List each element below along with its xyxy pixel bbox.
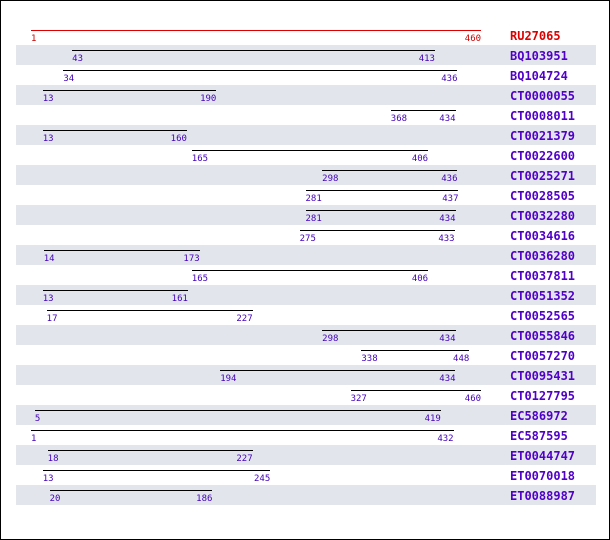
end-position-label: 437 [442, 194, 459, 204]
start-position-label: 165 [191, 154, 209, 164]
sequence-link[interactable]: EC586972 [510, 409, 568, 423]
start-position-label: 281 [305, 194, 322, 204]
alignment-row [16, 145, 596, 165]
alignment-span-line [43, 470, 270, 471]
end-position-label: 190 [200, 94, 217, 104]
alignment-row [16, 25, 596, 45]
alignment-row [16, 485, 596, 505]
alignment-span-line [48, 450, 253, 451]
alignment-span-line [306, 210, 456, 211]
alignment-span-line [322, 170, 457, 171]
alignment-span-line [220, 370, 455, 371]
alignment-row [16, 345, 596, 365]
alignment-row [16, 385, 596, 405]
end-position-label: 448 [453, 354, 470, 364]
alignment-row [16, 105, 596, 125]
alignment-span-line [306, 190, 459, 191]
end-position-label: 434 [439, 334, 456, 344]
end-position-label: 161 [171, 294, 188, 304]
start-position-label: 20 [49, 494, 61, 504]
alignment-span-line [192, 270, 428, 271]
end-position-label: 434 [439, 114, 456, 124]
alignment-span-line [192, 150, 428, 151]
start-position-label: 1 [31, 434, 37, 444]
alignment-row [16, 65, 596, 85]
sequence-link[interactable]: CT0028505 [510, 189, 576, 203]
alignment-span-line [31, 430, 454, 431]
alignment-row [16, 425, 596, 445]
sequence-link[interactable]: CT0037811 [510, 269, 576, 283]
alignment-span-line [322, 330, 455, 331]
sequence-link[interactable]: ET0044747 [510, 449, 576, 463]
alignment-row [16, 185, 596, 205]
sequence-link[interactable]: CT0000055 [510, 89, 576, 103]
sequence-link[interactable]: CT0052565 [510, 309, 576, 323]
alignment-span-line [47, 310, 253, 311]
sequence-link[interactable]: CT0025271 [510, 169, 576, 183]
sequence-link[interactable]: CT0034616 [510, 229, 576, 243]
start-position-label: 43 [72, 54, 84, 64]
end-position-label: 460 [464, 394, 482, 404]
reference-span-line [31, 30, 481, 31]
alignment-row [16, 205, 596, 225]
start-position-label: 165 [191, 274, 209, 284]
end-position-label: 419 [424, 414, 441, 424]
end-position-label: 227 [236, 454, 253, 464]
end-position-label: 160 [170, 134, 187, 144]
alignment-span-line [44, 250, 200, 251]
end-position-label: 432 [437, 434, 454, 444]
sequence-link[interactable]: CT0036280 [510, 249, 576, 263]
alignment-span-line [361, 350, 469, 351]
alignment-span-line [72, 50, 435, 51]
sequence-link[interactable]: CT0055846 [510, 329, 576, 343]
sequence-link[interactable]: CT0095431 [510, 369, 576, 383]
sequence-link[interactable]: ET0088987 [510, 489, 576, 503]
start-position-label: 13 [42, 474, 54, 484]
end-position-label: 436 [441, 74, 458, 84]
alignment-row [16, 165, 596, 185]
alignment-span-line [43, 130, 187, 131]
alignment-row [16, 265, 596, 285]
sequence-link[interactable]: CT0022600 [510, 149, 576, 163]
start-position-label: 298 [322, 174, 339, 184]
sequence-link[interactable]: BQ104724 [510, 69, 568, 83]
sequence-link[interactable]: EC587595 [510, 429, 568, 443]
end-position-label: 186 [196, 494, 213, 504]
reference-sequence-link[interactable]: RU27065 [510, 29, 561, 43]
sequence-link[interactable]: CT0051352 [510, 289, 576, 303]
end-position-label: 436 [441, 174, 458, 184]
start-position-label: 194 [220, 374, 237, 384]
start-position-label: 368 [390, 114, 408, 124]
alignment-row [16, 245, 596, 265]
start-position-label: 5 [34, 414, 41, 424]
sequence-link[interactable]: ET0070018 [510, 469, 576, 483]
alignment-span-line [300, 230, 455, 231]
alignment-span-line [43, 90, 217, 91]
alignment-row [16, 285, 596, 305]
alignment-row [16, 365, 596, 385]
sequence-link[interactable]: CT0008011 [510, 109, 576, 123]
sequence-link[interactable]: BQ103951 [510, 49, 568, 63]
end-position-label: 413 [418, 54, 435, 64]
start-position-label: 14 [43, 254, 55, 264]
start-position-label: 281 [305, 214, 322, 224]
alignment-row [16, 445, 596, 465]
end-position-label: 460 [464, 34, 482, 44]
end-position-label: 173 [183, 254, 200, 264]
sequence-link[interactable]: CT0127795 [510, 389, 576, 403]
end-position-label: 245 [254, 474, 271, 484]
start-position-label: 1 [31, 34, 37, 44]
alignment-row [16, 125, 596, 145]
start-position-label: 13 [42, 294, 54, 304]
alignment-row [16, 325, 596, 345]
start-position-label: 13 [42, 134, 54, 144]
end-position-label: 406 [411, 274, 429, 284]
alignment-row [16, 85, 596, 105]
start-position-label: 298 [322, 334, 339, 344]
start-position-label: 338 [361, 354, 378, 364]
start-position-label: 17 [46, 314, 58, 324]
alignment-span-line [43, 290, 188, 291]
start-position-label: 13 [42, 94, 54, 104]
end-position-label: 434 [439, 214, 456, 224]
alignment-span-line [63, 70, 457, 71]
sequence-link[interactable]: CT0021379 [510, 129, 576, 143]
alignment-row [16, 405, 596, 425]
end-position-label: 227 [236, 314, 253, 324]
alignment-span-line [50, 490, 213, 491]
start-position-label: 327 [350, 394, 367, 404]
end-position-label: 434 [439, 374, 456, 384]
start-position-label: 18 [47, 454, 59, 464]
start-position-label: 275 [299, 234, 316, 244]
alignment-span-line [351, 390, 481, 391]
end-position-label: 433 [438, 234, 455, 244]
sequence-link[interactable]: CT0057270 [510, 349, 576, 363]
alignment-row [16, 305, 596, 325]
alignment-row [16, 465, 596, 485]
end-position-label: 406 [411, 154, 429, 164]
alignment-span-line [391, 110, 456, 111]
alignment-row [16, 225, 596, 245]
alignment-span-line [35, 410, 441, 411]
start-position-label: 34 [63, 74, 75, 84]
sequence-link[interactable]: CT0032280 [510, 209, 576, 223]
alignment-row [16, 45, 596, 65]
